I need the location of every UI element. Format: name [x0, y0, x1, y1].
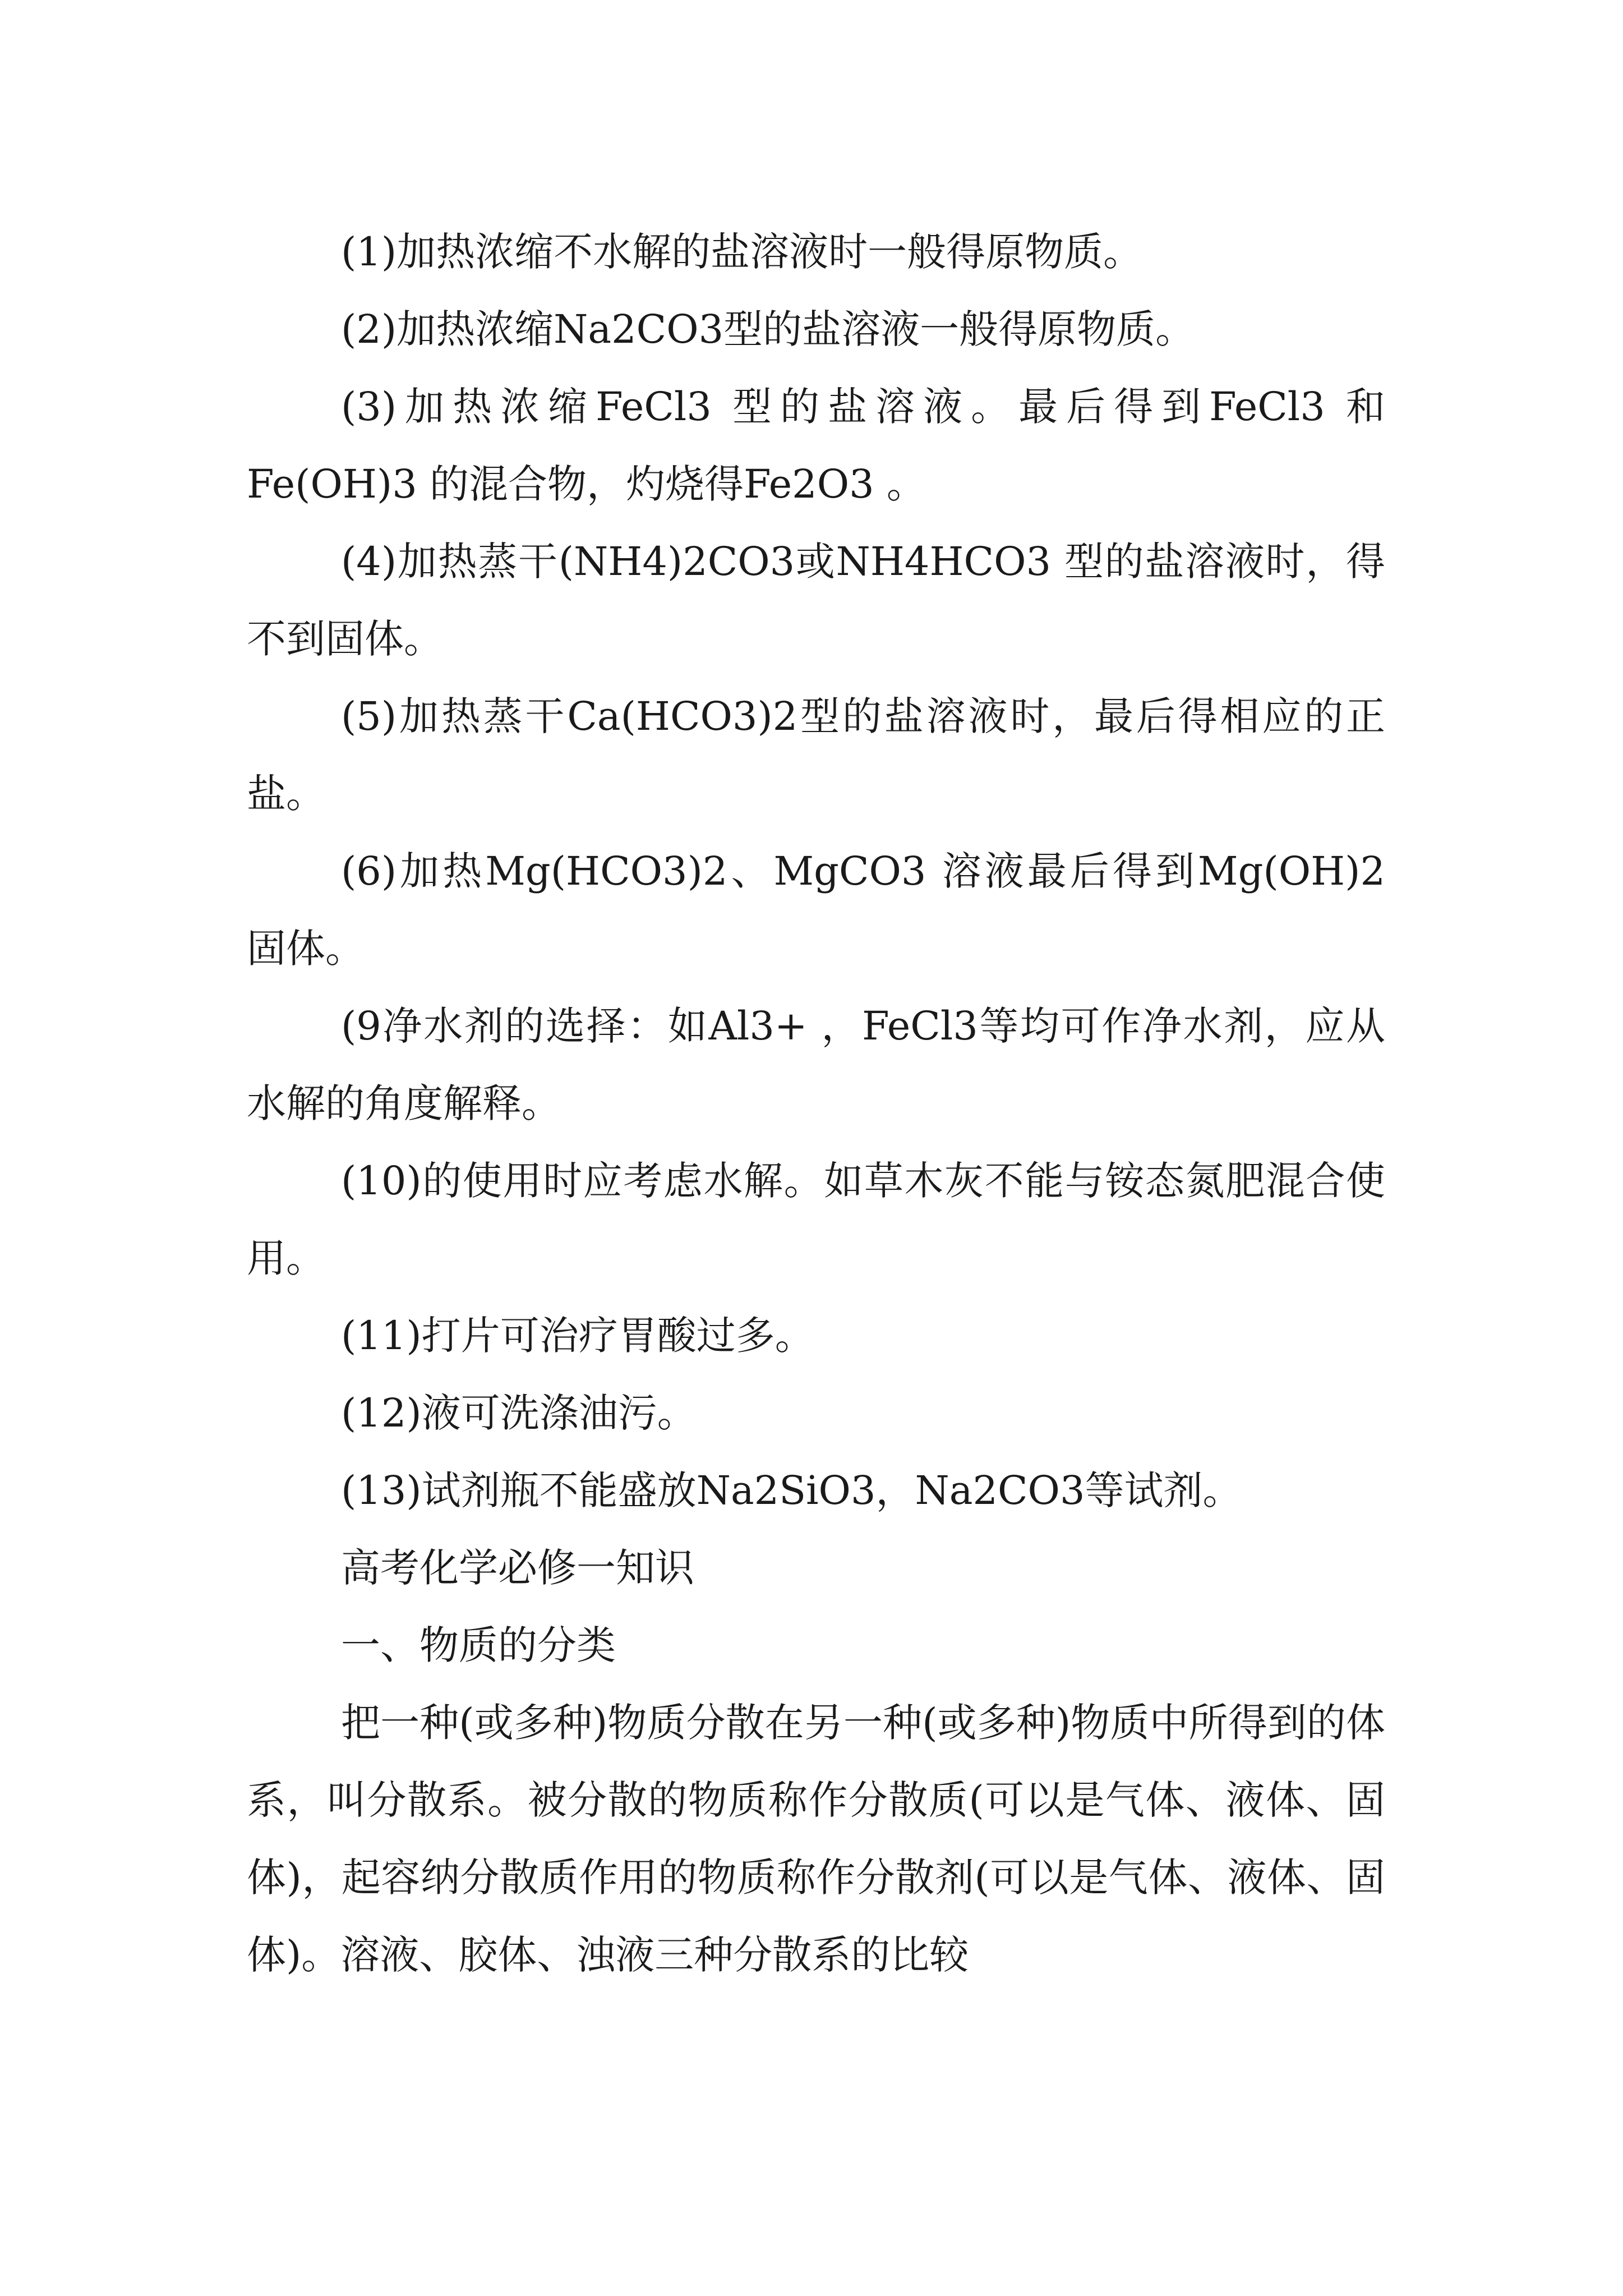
paragraph-9: (11)打片可治疗胃酸过多。	[341, 1313, 814, 1359]
paragraph-2: (2)加热浓缩Na2CO3型的盐溶液一般得原物质。	[341, 306, 1195, 352]
paragraph-dispersion: 把一种(或多种)物质分散在另一种(或多种)物质中所得到的体系，叫分散系。被分散的物质称作分散质(可以是气体、液体、固体)，起容纳分散质作用的物质称作分散剂(可以是气体、液体、固体)。溶液、胶体、浊液三种分散系的比较	[247, 1700, 1385, 1978]
document-body	[247, 213, 1398, 1994]
paragraph-6: (6)加热Mg(HCO3)2、MgCO3 溶液最后得到Mg(OH)2 固体。	[247, 848, 1398, 972]
paragraph-3: (3)加热浓缩FeCl3 型的盐溶液。最后得到FeCl3 和Fe(OH)3 的混合物，灼烧得Fe2O3 。	[247, 384, 1385, 507]
paragraph-11: (13)试剂瓶不能盛放Na2SiO3，Na2CO3等试剂。	[341, 1467, 1242, 1513]
section-heading: 高考化学必修一知识	[341, 1545, 694, 1591]
subsection-heading: 一、物质的分类	[341, 1622, 616, 1668]
paragraph-4: (4)加热蒸干(NH4)2CO3或NH4HCO3 型的盐溶液时，得不到固体。	[247, 539, 1385, 662]
paragraph-5: (5)加热蒸干Ca(HCO3)2型的盐溶液时，最后得相应的正盐。	[247, 693, 1385, 817]
paragraph-10: (12)液可洗涤油污。	[341, 1390, 697, 1436]
paragraph-7: (9净水剂的选择：如Al3+ ，FeCl3等均可作净水剂，应从水解的角度解释。	[247, 1003, 1385, 1126]
paragraph-1: (1)加热浓缩不水解的盐溶液时一般得原物质。	[341, 229, 1143, 275]
paragraph-8: (10)的使用时应考虑水解。如草木灰不能与铵态氮肥混合使用。	[247, 1158, 1385, 1281]
